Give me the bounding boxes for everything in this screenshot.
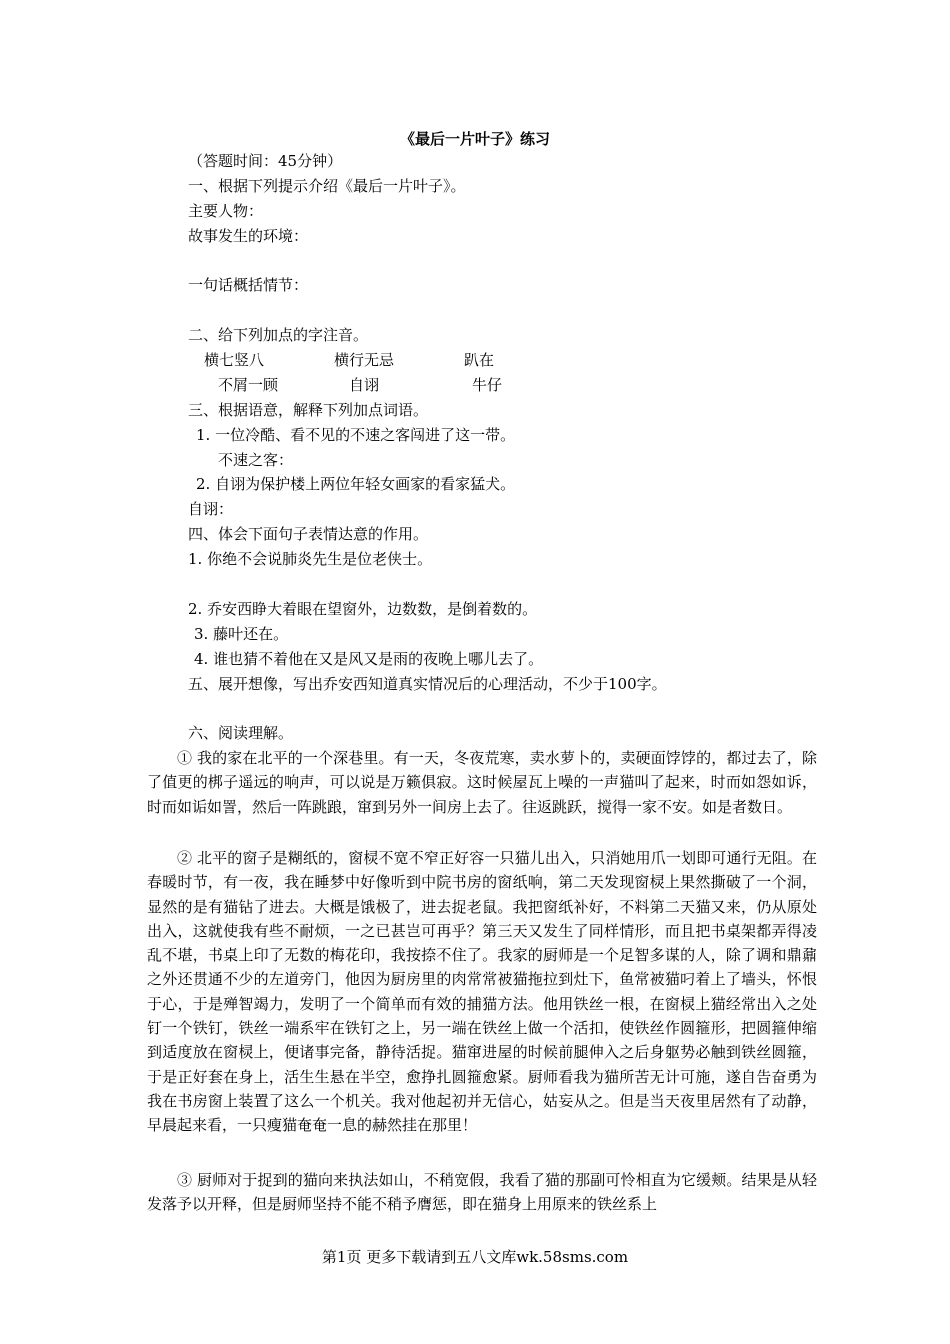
q4-heading: 四、体会下面句子表情达意的作用。: [188, 525, 429, 543]
q2-heading: 二、给下列加点的字注音。: [188, 326, 369, 344]
q6-heading: 六、阅读理解。: [188, 724, 294, 742]
q2-word: 横七竖八: [204, 351, 265, 369]
reading-paragraph: ③ 厨师对于捉到的猫向来执法如山，不稍宽假，我看了猫的那副可怜相直为它缓颊。结果是从轻发落予以开释，但是厨师坚持不能不稍予膺惩，即在猫身上用原来的铁丝系上: [147, 1171, 817, 1214]
time-note: （答题时间：45分钟）: [188, 152, 343, 170]
reading-paragraph: ② 北平的窗子是糊纸的，窗棂不宽不窄正好容一只猫儿出入，只消她用爪一划即可通行无阻。在春暖时节，有一夜，我在睡梦中好像听到中院书房的窗纸响，第二天发现窗棂上果然撕破了一个洞，显然的是有猫钻了进去。大概是饿极了，进去捉老鼠。我把窗纸补好，不料第二天猫又来，仍从原处出入，这就使我有些不耐烦，一之已甚岂可再乎？第三天又发生了同样情形，而且把书桌架都弄得凌乱不堪，书桌上印了无数的梅花印，我按捺不住了。我家的厨师是一个足智多谋的人，除了调和鼎鼐之外还贯通不少的左道旁门，他因为厨房里的肉常常被猫拖拉到灶下，鱼常被猫叼着上了墙头，怀恨于心，于是殚智竭力，发明了一个简单而有效的捕猫方法。他用铁丝一根，在窗棂上猫经常出入之处钉一个铁钉，铁丝一端系牢在铁钉之上，另一端在铁丝上做一个活扣，使铁丝作圆箍形，把圆箍伸缩到适度放在窗棂上，便诸事完备，静待活捉。猫窜进屋的时候前腿伸入之后身躯势必触到铁丝圆箍，于是正好套在身上，活生生悬在半空，愈挣扎圆箍愈紧。厨师看我为猫所苦无计可施，遂自告奋勇为我在书房窗上装置了这么一个机关。我对他起初并无信心，姑妄从之。但是当天夜里居然有了动静，早晨起来看，一只瘦猫奄奄一息的赫然挂在那里！: [147, 849, 817, 1135]
q1-plot-prompt: 一句话概括情节：: [188, 276, 309, 294]
q4-item: 4. 谁也猜不着他在又是风又是雨的夜晚上哪儿去了。: [194, 650, 544, 668]
q3-item: 2. 自诩为保护楼上两位年轻女画家的看家猛犬。: [196, 475, 516, 493]
q5-heading: 五、展开想像，写出乔安西知道真实情况后的心理活动，不少于100字。: [188, 675, 667, 693]
q3-answer-prompt: 不速之客：: [218, 451, 294, 469]
page-title: 《最后一片叶子》练习: [399, 130, 550, 148]
q2-word: 自诩: [349, 376, 380, 394]
q1-characters-prompt: 主要人物：: [188, 202, 264, 220]
q1-setting-prompt: 故事发生的环境：: [188, 227, 309, 245]
q2-word: 不屑一顾: [218, 376, 279, 394]
q1-heading: 一、根据下列提示介绍《最后一片叶子》。: [188, 177, 466, 195]
q4-item: 1. 你绝不会说肺炎先生是位老侠士。: [188, 550, 433, 568]
q2-word: 趴在: [464, 351, 495, 369]
q3-answer-prompt: 自诩：: [188, 500, 234, 518]
q4-item: 3. 藤叶还在。: [194, 625, 289, 643]
reading-paragraph: ① 我的家在北平的一个深巷里。有一天，冬夜荒寒，卖水萝卜的，卖硬面饽饽的，都过去了，除了值更的梆子遥远的响声，可以说是万籁俱寂。这时候屋瓦上噪的一声猫叫了起来，时而如怨如诉，时而如诟如詈，然后一阵跳踉，窜到另外一间房上去了。往返跳跃，搅得一家不安。如是者数日。: [147, 749, 817, 816]
page-footer: 第1页 更多下载请到五八文库wk.58sms.com: [321, 1248, 629, 1266]
q2-word: 横行无忌: [334, 351, 395, 369]
q4-item: 2. 乔安西睁大着眼在望窗外，边数数，是倒着数的。: [188, 600, 538, 618]
q3-item: 1. 一位冷酷、看不见的不速之客闯进了这一带。: [196, 426, 516, 444]
q3-heading: 三、根据语意，解释下列加点词语。: [188, 401, 429, 419]
q2-word: 牛仔: [472, 376, 503, 394]
